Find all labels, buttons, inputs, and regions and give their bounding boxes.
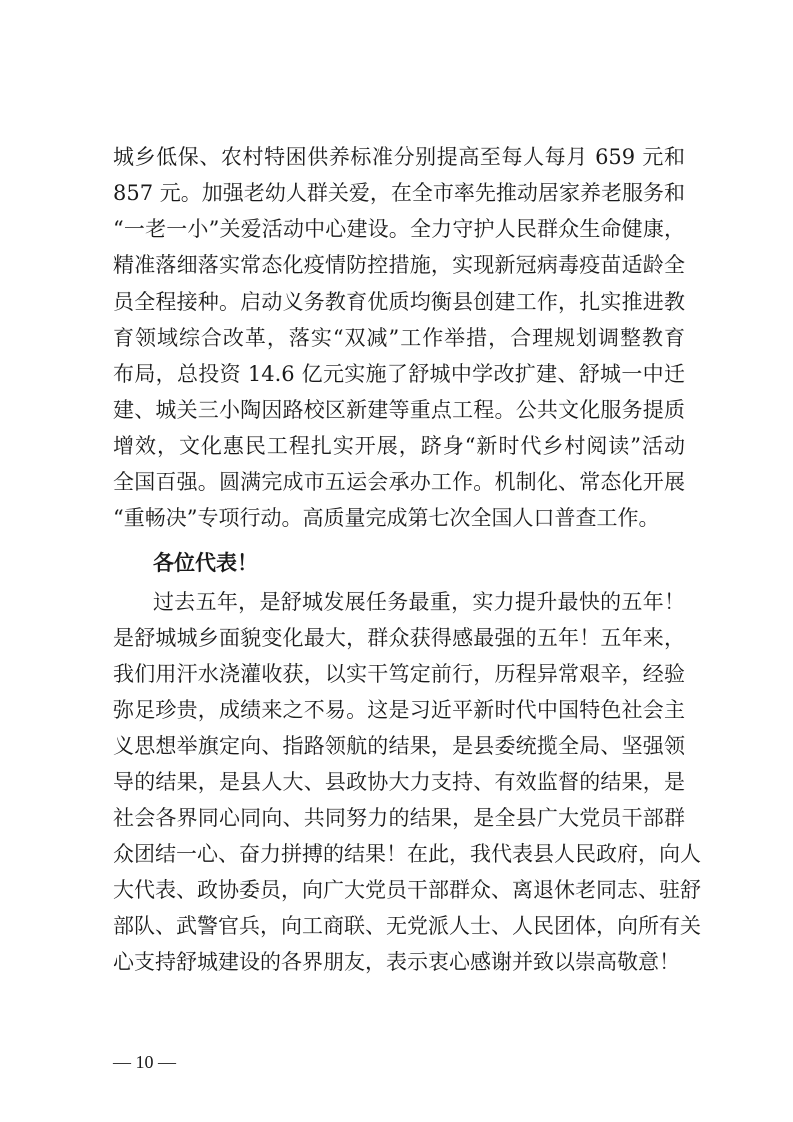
paragraph-1-line-6: 育领域综合改革，落实“双减”工作举措，合理规划调整教育 bbox=[113, 326, 685, 350]
section-heading: 各位代表！ bbox=[153, 551, 258, 575]
paragraph-2-line-7: 社会各界同心同向、共同努力的结果，是全县广大党员干部群 bbox=[113, 806, 685, 830]
paragraph-1-line-1: 城乡低保、农村特困供养标准分别提高至每人每月 659 元和 bbox=[113, 145, 685, 169]
paragraph-1-line-11: “重畅决”专项行动。高质量完成第七次全国人口普查工作。 bbox=[113, 506, 660, 530]
paragraph-2-line-4: 弥足珍贵，成绩来之不易。这是习近平新时代中国特色社会主 bbox=[113, 698, 685, 722]
paragraph-1-line-5: 员全程接种。启动义务教育优质均衡县创建工作，扎实推进教 bbox=[113, 290, 685, 314]
paragraph-2-line-1: 过去五年，是舒城发展任务最重，实力提升最快的五年！ bbox=[153, 590, 685, 614]
paragraph-2-line-3: 我们用汗水浇灌收获，以实干笃定前行，历程异常艰辛，经验 bbox=[113, 662, 685, 686]
paragraph-2-line-5: 义思想举旗定向、指路领航的结果，是县委统揽全局、坚强领 bbox=[113, 734, 685, 758]
paragraph-1-line-9: 增效，文化惠民工程扎实开展，跻身“新时代乡村阅读”活动 bbox=[113, 434, 685, 458]
paragraph-2-line-9: 大代表、政协委员，向广大党员干部群众、离退休老同志、驻舒 bbox=[113, 878, 701, 902]
paragraph-1-line-7: 布局，总投资 14.6 亿元实施了舒城中学改扩建、舒城一中迁 bbox=[113, 362, 685, 386]
paragraph-1-line-2: 857 元。加强老幼人群关爱，在全市率先推动居家养老服务和 bbox=[113, 181, 685, 205]
paragraph-1-line-10: 全国百强。圆满完成市五运会承办工作。机制化、常态化开展 bbox=[113, 470, 685, 494]
paragraph-1-line-4: 精准落细落实常态化疫情防控措施，实现新冠病毒疫苗适龄全 bbox=[113, 253, 685, 277]
paragraph-2-line-8: 众团结一心、奋力拼搏的结果！在此，我代表县人民政府，向人 bbox=[113, 842, 701, 866]
paragraph-2-line-11: 心支持舒城建设的各界朋友，表示衷心感谢并致以崇高敬意！ bbox=[113, 950, 680, 974]
paragraph-1-line-8: 建、城关三小陶因路校区新建等重点工程。公共文化服务提质 bbox=[113, 398, 685, 422]
page-number: — 10 — bbox=[113, 1052, 176, 1072]
paragraph-1-line-3: “一老一小”关爱活动中心建设。全力守护人民群众生命健康， bbox=[113, 217, 685, 241]
paragraph-2-line-10: 部队、武警官兵，向工商联、无党派人士、人民团体，向所有关 bbox=[113, 914, 701, 938]
paragraph-2-line-6: 导的结果，是县人大、县政协大力支持、有效监督的结果，是 bbox=[113, 770, 685, 794]
paragraph-2-line-2: 是舒城城乡面貌变化最大，群众获得感最强的五年！五年来， bbox=[113, 626, 685, 650]
